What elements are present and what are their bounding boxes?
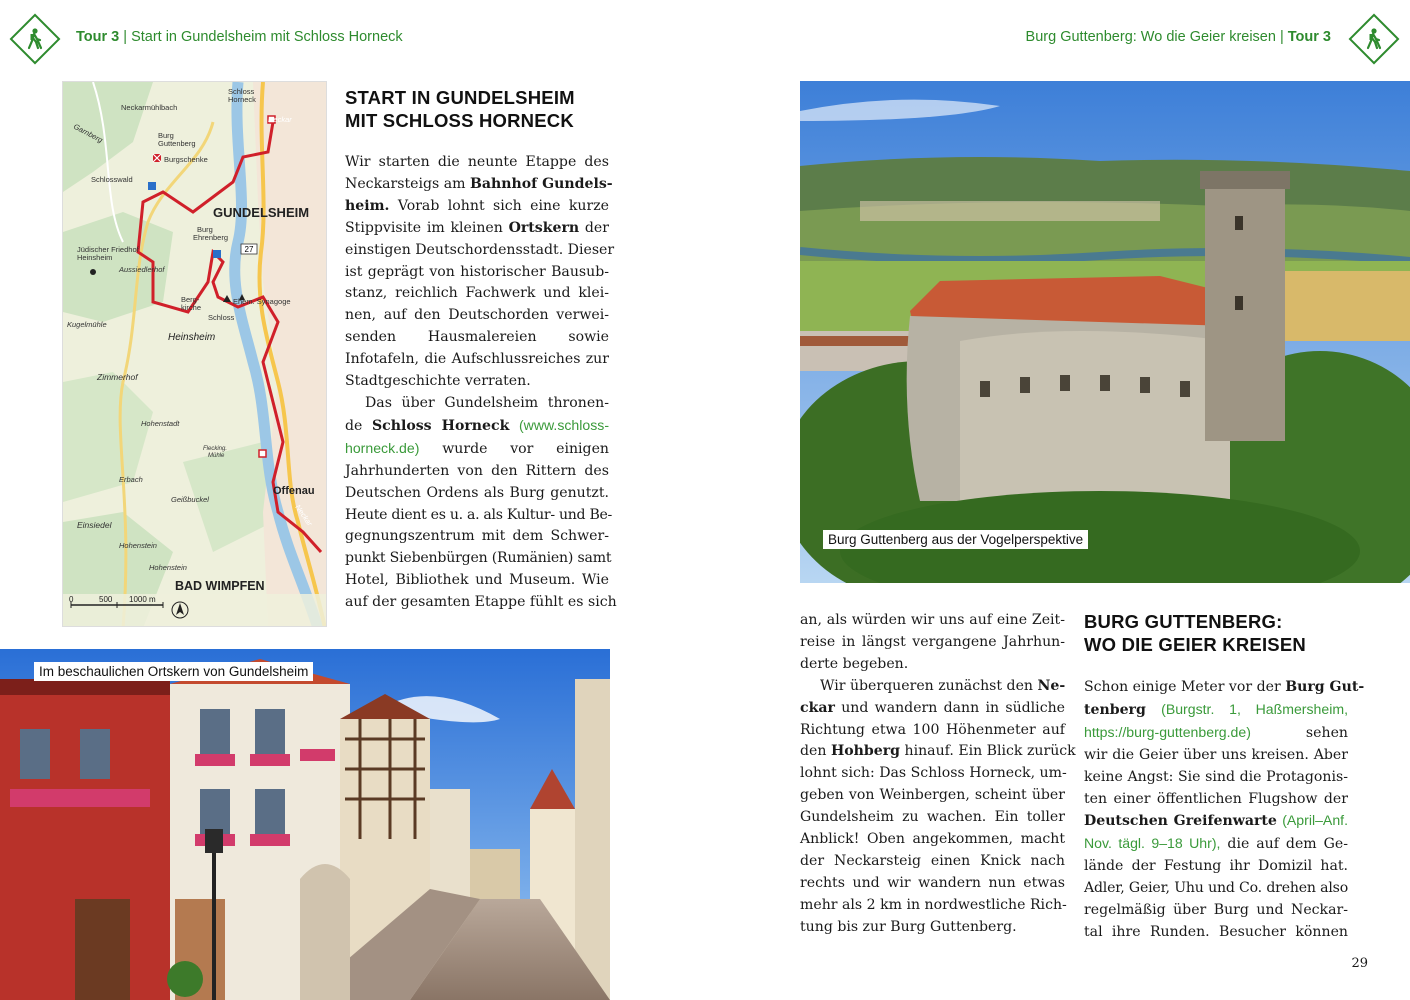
text-line [345,218,609,240]
text-fragment: hinauf. Ein Blick zurück [904,743,1076,760]
text-line: senden Hausmalereien sowie [345,329,609,346]
running-head-separator: | [1275,29,1288,45]
map-label-29: Einsiedel [77,520,112,530]
text-line: nen, auf den Deutschorden verwei- [345,307,609,324]
bold-term: Bahnhof Gundels- [469,175,613,192]
text-line: Jahrhunderten von den Rittern des [345,462,609,479]
map-label-28: Geißbuckel [171,495,209,504]
text-line: Deutschen Ordens als Burg genutzt. [345,484,609,501]
text-line: ist geprägt von historischer Bausub- [345,263,609,280]
text-line: Adler, Geier, Uhu und Co. drehen also [1084,880,1348,897]
text-line: tal ihre Runden. Besucher können [1084,923,1348,940]
heading-right-line2: WO DIE GEIER KREISEN [1084,634,1306,655]
bold-term: Deutschen Greifenwarte [1084,813,1277,830]
map-label-30: Hohenstein [119,541,157,550]
text-line [1084,722,1348,745]
website-link[interactable]: (www.schloss- [518,416,610,433]
text-line [1084,810,1348,833]
bold-term: heim. [345,197,390,214]
bold-term: ckar [800,699,835,716]
text-fragment: Vorab lohnt sich eine kurze [397,197,609,214]
text-line [1084,699,1348,722]
caption-right-photo: Burg Guttenberg aus der Vogelperspektive [823,530,1088,549]
running-head-separator: | [119,29,132,45]
text-fragment: sehen [1305,724,1348,741]
text-line: Hotel, Bibliothek und Museum. Wie [345,572,609,589]
text-line: der Neckarsteig einen Knick nach [800,852,1065,869]
text-fragment: Schon einige Meter vor der [1084,679,1281,695]
map-label-23: Hohenstadt [141,419,180,428]
text-line [345,438,609,461]
map-label-26: Mühle [208,453,225,459]
map-label-17: Ehem. Synagoge [233,297,291,306]
text-line [1084,833,1348,856]
map-label-1: Garnberg [72,121,105,145]
bold-term: Ortskern [508,219,580,236]
route-map-graphic [63,82,327,627]
text-fragment: Neckarsteigs am [345,175,466,192]
text-fragment: wurde vor einigen [442,440,610,457]
text-line [800,741,1076,763]
running-head-tour-right: Tour 3 [1287,29,1331,45]
map-town-heinsheim: Heinsheim [168,332,216,343]
text-line: punkt Siebenbürgen (Rumänien) samt [345,550,612,567]
running-head-tour: Tour 3 [76,29,120,45]
text-line: Richtung etwa 100 Höhenmeter auf [800,721,1065,738]
route-map [62,81,327,627]
text-line [345,174,613,196]
text-line: auf der gesamten Etappe fühlt es sich [345,594,617,611]
running-head-title: Start in Gundelsheim mit Schloss Horneck [131,29,403,45]
text-line: derte begeben. [800,655,909,672]
text-line [345,415,609,438]
text-line: regelmäßig über Burg und Neckar- [1084,902,1348,919]
photo-burg-guttenberg [800,81,1410,583]
map-label-13: Heinsheim [77,253,113,262]
text-line: Das über Gundelsheim thronen- [365,394,609,411]
text-line: mehr als 2 km in nordwestliche Rich- [800,896,1067,913]
opening-hours: (April–Anf. [1282,812,1348,829]
text-line: einstigen Deutschordensstadt. Dieser [345,241,615,258]
map-label-2: Schloss [228,87,255,96]
text-line: wir die Geier über uns kreisen. Aber [1084,746,1348,763]
text-fragment: de [345,417,363,434]
text-fragment: Stippvisite im kleinen [345,219,503,236]
text-line: rechts und wir wandern nun etwas [800,874,1065,891]
map-label-5: Burg [158,131,174,140]
text-line: stanz, reichlich Fachwerk und klei- [345,285,609,302]
street-photo-graphic [0,649,610,1000]
section-heading-left [345,86,575,132]
text-line: Gundelsheim zu wachen. Ein toller [800,809,1065,826]
tour-badge-right [1349,14,1400,65]
running-head-right [1026,29,1331,45]
map-label-7: Burgschenke [164,155,208,164]
map-label-19: Kugelmühle [67,320,107,329]
text-fragment: der [584,219,610,236]
text-line: an, als würden wir uns auf eine Zeit- [800,612,1065,628]
page-number: 29 [1351,956,1368,971]
text-line: reise in längst vergangene Jahrhun- [800,633,1065,650]
map-label-16: kirche [181,303,202,312]
map-town-badwimpfen: BAD WIMPFEN [175,579,265,593]
bold-term: Burg Gut- [1285,679,1365,695]
map-scale-mid: 500 [99,595,113,604]
bold-term: Hohberg [830,743,901,760]
text-fragment: die auf dem Ge- [1227,836,1348,853]
text-line: geben von Weinbergen, scheint über [800,787,1065,804]
hiker-icon [1361,26,1387,52]
text-line: gegnungszentrum mit dem Schwer- [345,528,609,545]
caption-left-photo: Im beschaulichen Ortskern von Gundelsheim [34,662,313,681]
text-line: Infotafeln, die Aufschlussreiches zur [345,351,609,368]
photo-gundelsheim-street [0,649,610,1000]
text-line [800,698,1065,720]
hiker-icon [22,26,48,52]
website-link-cont[interactable]: horneck.de) [345,439,420,456]
text-line [345,196,609,218]
map-label-3: Horneck [228,95,256,104]
map-label-27: Erbach [119,475,143,484]
text-line: Stadtgeschichte verraten. [345,373,531,390]
heading-left-line1: START IN GUNDELSHEIM [345,87,575,108]
text-line: lohnt sich: Das Schloss Horneck, um- [800,765,1067,782]
text-line: tung bis zur Burg Guttenberg. [800,918,1017,935]
castle-photo-graphic [800,81,1410,583]
map-label-18: Schloss [208,313,235,322]
text-line: Heute dient es u. a. als Kultur- und Be- [345,506,612,523]
text-fragment: den [800,743,827,760]
map-label-6: Guttenberg [158,139,196,148]
map-town-gundelsheim: GUNDELSHEIM [213,205,310,220]
map-label-11: Ehrenberg [193,233,229,242]
heading-left-line2: MIT SCHLOSS HORNECK [345,110,574,131]
bold-term: Ne- [1037,677,1066,694]
text-line: Anblick! Oben angekommen, macht [800,831,1065,848]
section-heading-right [1084,610,1306,656]
map-road-number: 27 [244,245,254,254]
text-line [800,676,1065,698]
text-line: ten einer öffentlichen Flugshow der [1084,790,1348,807]
map-scale-end: 1000 m [129,595,156,604]
map-label-12: Jüdischer Friedhof [77,245,139,254]
body-text-right-col2 [1084,677,1365,944]
body-text-left [345,152,617,614]
text-line: lände der Festung ihr Domizil hat. [1084,858,1348,875]
map-label-31: Neckar [293,502,315,528]
text-fragment: und wandern dann in südliche [841,699,1065,716]
website-link[interactable]: https://burg-guttenberg.de) [1084,723,1251,740]
map-label-22: Zimmerhof [97,372,138,382]
tour-badge-left [10,14,61,65]
address-text: (Burgstr. 1, Haßmersheim, [1161,700,1348,717]
heading-right-line1: BURG GUTTENBERG: [1084,611,1283,632]
text-fragment: Wir überqueren zunächst den [820,677,1033,694]
running-head-left [76,29,403,45]
body-text-right-col1 [800,610,1076,939]
map-town-offenau: Offenau [273,485,315,497]
map-label-25: Flecking. [203,446,228,452]
bold-term: Schloss Horneck [371,417,510,434]
bold-term: tenberg [1084,701,1146,718]
map-scale-zero: 0 [69,595,74,604]
map-label-14: Aussiedlerhof [119,265,165,274]
map-label-30b: Hohenstein [149,563,187,572]
text-line [1084,677,1365,699]
text-line: Wir starten die neunte Etappe des [345,154,609,170]
map-label-10: Burg [197,225,213,234]
running-head-title-right: Burg Guttenberg: Wo die Geier kreisen [1025,29,1276,45]
text-line: keine Angst: Sie sind die Protagonis- [1084,768,1348,785]
map-label-0: Neckarmühlbach [121,103,178,112]
opening-hours-cont: Nov. tägl. 9–18 Uhr), [1084,835,1221,852]
map-label-8: Schlosswald [91,175,133,184]
map-label-4: Neckar [268,115,292,124]
map-label-15: Berg- [181,295,200,304]
